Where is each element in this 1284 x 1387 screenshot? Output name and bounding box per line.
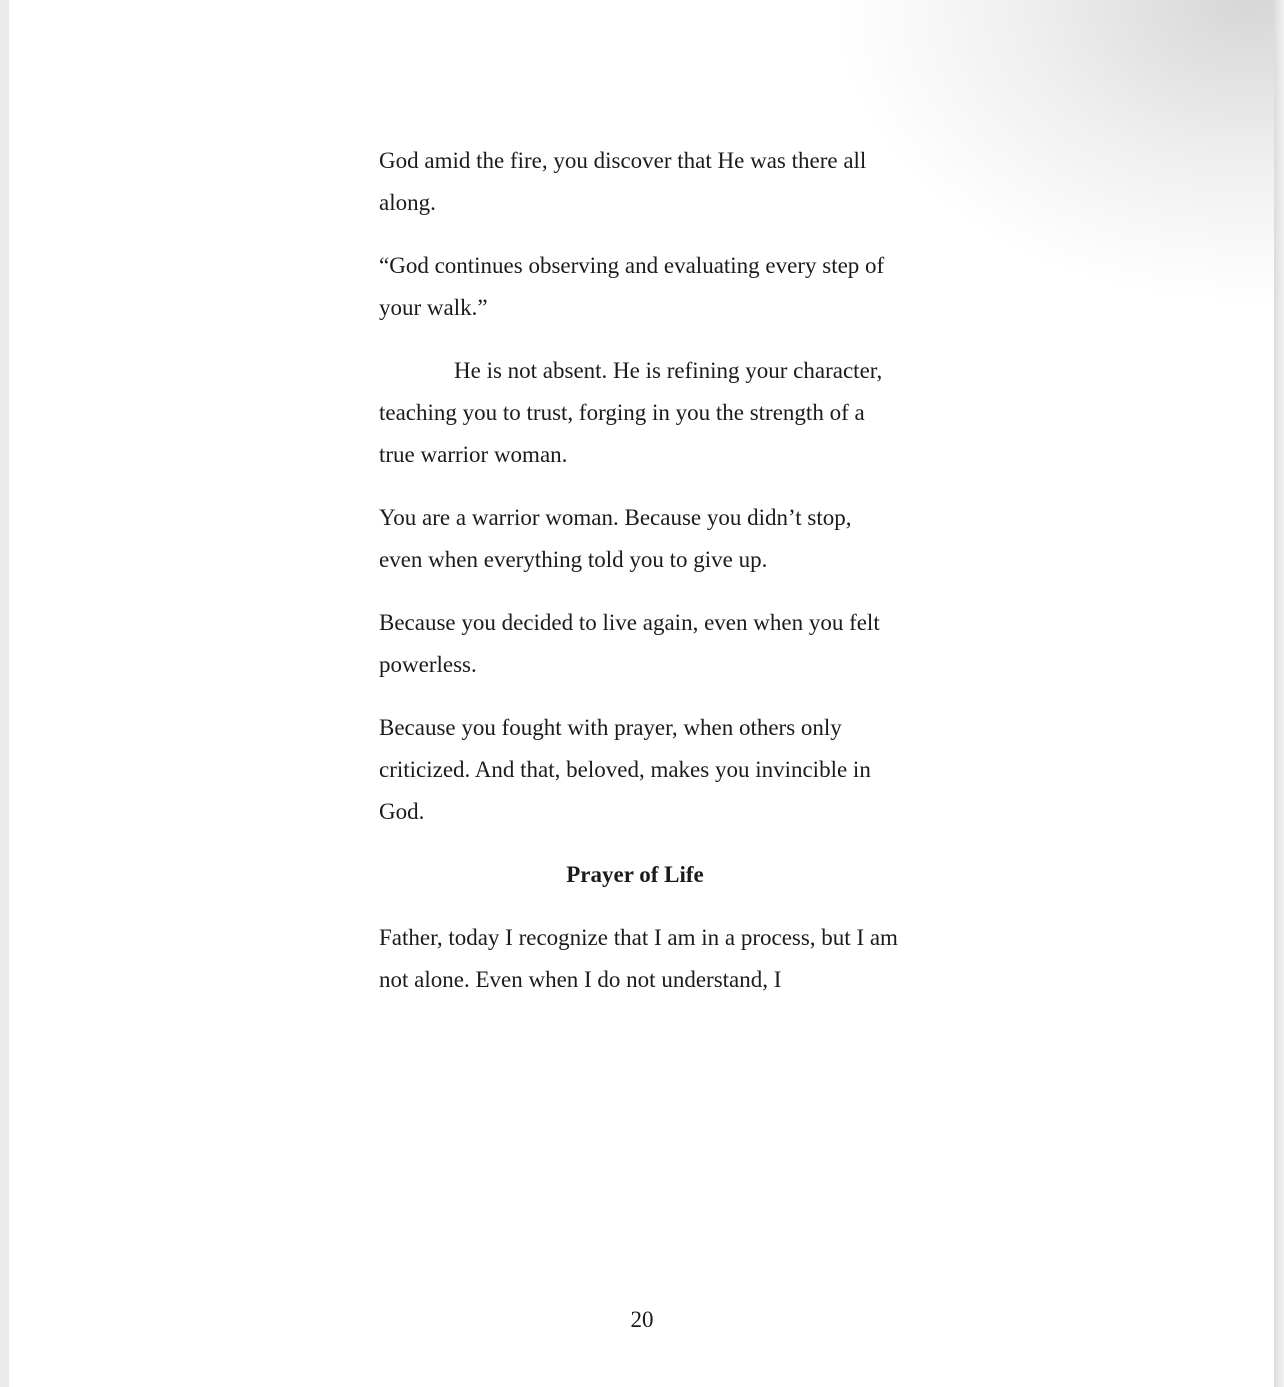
page-number: 20	[630, 1307, 654, 1332]
paragraph-1: God amid the fire, you discover that He was there all along.	[379, 148, 867, 215]
paragraph-6: Because you fought with prayer, when others only criticized. And that, beloved, makes you invincible in God.	[379, 715, 871, 824]
paragraph-3: He is not absent. He is refining your character, teaching you to trust, forging in you the strength of a true warrior woman.	[379, 358, 883, 467]
paragraph-2: “God continues observing and evaluating every step of your walk.”	[379, 253, 885, 320]
paragraph-4: You are a warrior woman. Because you didn’t stop, even when everything told you to give up.	[379, 505, 852, 572]
prayer-paragraph: Father, today I recognize that I am in a process, but I am not alone. Even when I do not understand, I	[379, 925, 898, 992]
page-edge	[1274, 0, 1284, 1387]
paragraph-5: Because you decided to live again, even when you felt powerless.	[379, 610, 880, 677]
section-heading: Prayer of Life	[566, 862, 704, 887]
page-body	[379, 140, 899, 1022]
